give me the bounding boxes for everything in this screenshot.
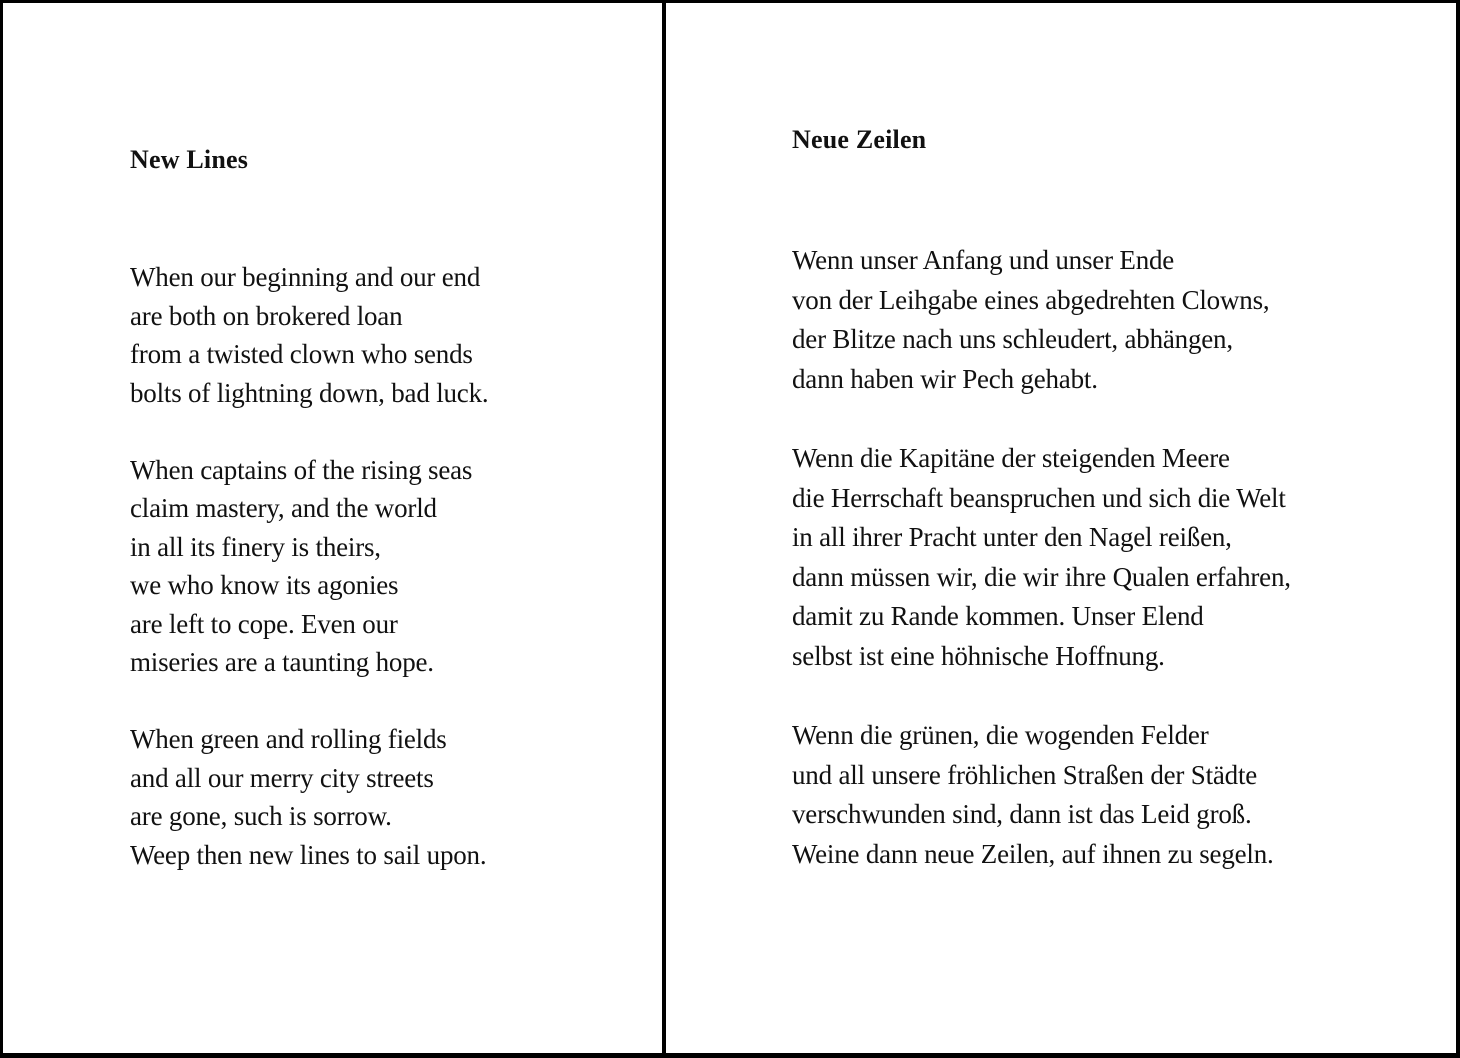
poem-line: are gone, such is sorrow. — [130, 801, 392, 831]
poem-line: we who know its agonies — [130, 570, 399, 600]
poem-line: selbst ist eine höhnische Hoffnung. — [792, 640, 1165, 671]
poem-title-german: Neue Zeilen — [792, 125, 927, 154]
poem-line: der Blitze nach uns schleudert, abhängen, — [792, 324, 1233, 355]
poem-line: in all its finery is theirs, — [130, 531, 381, 562]
poem-line: verschwunden sind, dann ist das Leid groß. — [792, 799, 1252, 830]
stanza-3 — [792, 716, 1291, 874]
poem-english — [130, 258, 488, 874]
poem-line: damit zu Rande kommen. Unser Elend — [792, 601, 1204, 632]
poem-line: von der Leihgabe eines abgedrehten Clowns, — [792, 284, 1270, 315]
stanza-1 — [792, 241, 1291, 399]
poem-line: die Herrschaft beanspruchen und sich die Welt — [792, 482, 1286, 513]
poem-line: Wenn die Kapitäne der steigenden Meere — [792, 442, 1230, 473]
poem-line: When captains of the rising seas — [130, 454, 473, 485]
poem-line: miseries are a taunting hope. — [130, 647, 434, 677]
poem-line: Wenn unser Anfang und unser Ende — [792, 245, 1175, 275]
poem-line: When our beginning and our end — [130, 262, 481, 292]
poem-line: dann haben wir Pech gehabt. — [792, 363, 1098, 394]
poem-line: are left to cope. Even our — [130, 608, 398, 639]
poem-title-english: New Lines — [130, 145, 249, 174]
poem-line: dann müssen wir, die wir ihre Qualen erfahren, — [792, 561, 1291, 592]
poem-line: bolts of lightning down, bad luck. — [130, 377, 489, 408]
poem-line: When green and rolling fields — [130, 724, 447, 754]
poem-line: Weine dann neue Zeilen, auf ihnen zu segeln. — [792, 838, 1274, 869]
poem-line: claim mastery, and the world — [130, 493, 437, 523]
poem-line: Wenn die grünen, die wogenden Felder — [792, 720, 1209, 751]
poem-line: from a twisted clown who sends — [130, 339, 473, 369]
poem-line: in all ihrer Pracht unter den Nagel reißen, — [792, 522, 1232, 553]
poem-line: are both on brokered loan — [130, 300, 403, 331]
left-page — [3, 3, 662, 1053]
stanza-1 — [130, 258, 488, 412]
stanza-2 — [130, 451, 488, 682]
poem-line: Weep then new lines to sail upon. — [130, 839, 487, 870]
right-page — [666, 3, 1456, 1053]
poem-line: and all our merry city streets — [130, 762, 434, 793]
stanza-2 — [792, 439, 1291, 677]
poem-german — [792, 241, 1291, 875]
poem-line: und all unsere fröhlichen Straßen der Städte — [792, 759, 1258, 790]
stanza-3 — [130, 720, 488, 874]
